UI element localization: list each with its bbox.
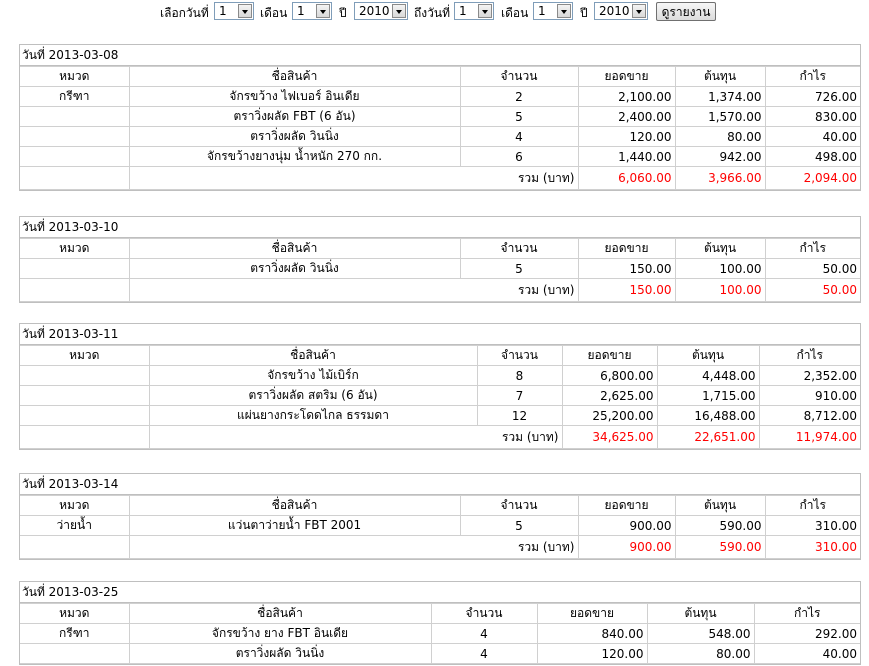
cell-profit: 830.00 — [765, 107, 860, 127]
column-header-profit: กำไร — [765, 67, 860, 87]
cell-profit: 8,712.00 — [759, 406, 860, 426]
cell-category — [20, 127, 129, 147]
total-cost: 100.00 — [675, 279, 765, 302]
table-row — [20, 644, 860, 664]
table-row — [20, 127, 860, 147]
day-section — [19, 473, 861, 560]
cell-qty: 5 — [460, 516, 578, 536]
cell-profit: 726.00 — [765, 87, 860, 107]
cell-product: จักรขว้างยางนุ่ม น้ำหนัก 270 กก. — [129, 147, 460, 167]
cell-category — [20, 406, 149, 426]
from-year-value: 2010 — [359, 4, 390, 18]
cell-product: ตราวิ่งผลัด FBT (6 อัน) — [129, 107, 460, 127]
cell-qty: 7 — [477, 386, 562, 406]
cell-product: จักรขว้าง ยาง FBT อินเดีย — [129, 624, 431, 644]
cell-category: กรีฑา — [20, 87, 129, 107]
cell-product: จักรขว้าง ไม้เบิร์ก — [149, 366, 477, 386]
cell-category — [20, 147, 129, 167]
column-header-profit: กำไร — [765, 496, 860, 516]
to-year-value: 2010 — [599, 4, 630, 18]
total-row — [20, 426, 860, 449]
cell-category — [20, 259, 129, 279]
table-row — [20, 259, 860, 279]
cell-qty: 5 — [460, 259, 578, 279]
cell-product: ตราวิ่งผลัด วินนิ่ง — [129, 127, 460, 147]
cell-sales: 1,440.00 — [578, 147, 675, 167]
total-sales: 900.00 — [578, 536, 675, 559]
total-spacer — [20, 536, 129, 559]
day-section — [19, 216, 861, 303]
column-header-cost: ต้นทุน — [675, 239, 765, 259]
column-header-qty: จำนวน — [460, 67, 578, 87]
column-header-product: ชื่อสินค้า — [129, 604, 431, 624]
to-day-select[interactable] — [454, 2, 494, 20]
cell-qty: 2 — [460, 87, 578, 107]
total-cost: 3,966.00 — [675, 167, 765, 190]
cell-profit: 292.00 — [754, 624, 860, 644]
cell-cost: 590.00 — [675, 516, 765, 536]
column-header-sales: ยอดขาย — [578, 496, 675, 516]
column-header-cost: ต้นทุน — [675, 67, 765, 87]
date-range-filter — [0, 1, 869, 21]
day-section — [19, 323, 861, 450]
column-header-sales: ยอดขาย — [537, 604, 647, 624]
from-month-select[interactable] — [292, 2, 332, 20]
column-header-cost: ต้นทุน — [647, 604, 754, 624]
to-year-select[interactable] — [594, 2, 648, 20]
cell-sales: 25,200.00 — [562, 406, 657, 426]
table-row — [20, 147, 860, 167]
cell-cost: 1,570.00 — [675, 107, 765, 127]
sales-table — [20, 495, 860, 559]
total-profit: 2,094.00 — [765, 167, 860, 190]
cell-cost: 1,715.00 — [657, 386, 759, 406]
cell-sales: 900.00 — [578, 516, 675, 536]
column-header-profit: กำไร — [754, 604, 860, 624]
table-header-row — [20, 604, 860, 624]
from-day-select[interactable] — [214, 2, 254, 20]
cell-profit: 2,352.00 — [759, 366, 860, 386]
cell-qty: 6 — [460, 147, 578, 167]
day-date-heading: วันที่ 2013-03-08 — [20, 45, 860, 66]
sales-table — [20, 345, 860, 449]
cell-sales: 2,625.00 — [562, 386, 657, 406]
from-year-select[interactable] — [354, 2, 408, 20]
column-header-qty: จำนวน — [460, 496, 578, 516]
chevron-down-icon — [478, 4, 492, 18]
chevron-down-icon — [557, 4, 571, 18]
cell-cost: 100.00 — [675, 259, 765, 279]
cell-qty: 4 — [460, 127, 578, 147]
table-header-row — [20, 496, 860, 516]
chevron-down-icon — [238, 4, 252, 18]
column-header-product: ชื่อสินค้า — [129, 239, 460, 259]
total-label: รวม (บาท) — [129, 167, 578, 190]
to-month-label: เดือน — [501, 6, 529, 20]
sales-table — [20, 238, 860, 302]
day-date-heading: วันที่ 2013-03-10 — [20, 217, 860, 238]
to-year-label: ปี — [580, 6, 588, 20]
cell-qty: 4 — [431, 624, 537, 644]
from-day-value: 1 — [219, 4, 227, 18]
total-spacer — [20, 279, 129, 302]
column-header-sales: ยอดขาย — [562, 346, 657, 366]
column-header-category: หมวด — [20, 346, 149, 366]
cell-sales: 120.00 — [578, 127, 675, 147]
cell-sales: 6,800.00 — [562, 366, 657, 386]
cell-sales: 150.00 — [578, 259, 675, 279]
cell-product: จักรขว้าง ไฟเบอร์ อินเดีย — [129, 87, 460, 107]
total-row — [20, 167, 860, 190]
day-date-heading: วันที่ 2013-03-11 — [20, 324, 860, 345]
cell-category — [20, 107, 129, 127]
column-header-category: หมวด — [20, 67, 129, 87]
total-sales: 6,060.00 — [578, 167, 675, 190]
cell-category — [20, 366, 149, 386]
total-row — [20, 536, 860, 559]
cell-sales: 2,400.00 — [578, 107, 675, 127]
to-day-value: 1 — [459, 4, 467, 18]
column-header-product: ชื่อสินค้า — [149, 346, 477, 366]
total-cost: 22,651.00 — [657, 426, 759, 449]
cell-product: ตราวิ่งผลัด วินนิ่ง — [129, 259, 460, 279]
column-header-category: หมวด — [20, 604, 129, 624]
cell-profit: 498.00 — [765, 147, 860, 167]
total-sales: 150.00 — [578, 279, 675, 302]
cell-profit: 50.00 — [765, 259, 860, 279]
cell-cost: 548.00 — [647, 624, 754, 644]
column-header-sales: ยอดขาย — [578, 67, 675, 87]
day-date-heading: วันที่ 2013-03-14 — [20, 474, 860, 495]
total-profit: 310.00 — [765, 536, 860, 559]
total-cost: 590.00 — [675, 536, 765, 559]
sales-table — [20, 66, 860, 190]
cell-sales: 840.00 — [537, 624, 647, 644]
table-row — [20, 366, 860, 386]
total-profit: 50.00 — [765, 279, 860, 302]
cell-cost: 942.00 — [675, 147, 765, 167]
cell-category: กรีฑา — [20, 624, 129, 644]
cell-profit: 910.00 — [759, 386, 860, 406]
cell-profit: 40.00 — [754, 644, 860, 664]
to-month-value: 1 — [538, 4, 546, 18]
table-row — [20, 107, 860, 127]
cell-category — [20, 644, 129, 664]
table-row — [20, 624, 860, 644]
cell-category: ว่ายน้ำ — [20, 516, 129, 536]
from-month-value: 1 — [297, 4, 305, 18]
day-date-heading: วันที่ 2013-03-25 — [20, 582, 860, 603]
cell-cost: 4,448.00 — [657, 366, 759, 386]
from-day-label: เลือกวันที่ — [160, 6, 209, 20]
to-day-label: ถึงวันที่ — [414, 6, 450, 20]
column-header-cost: ต้นทุน — [657, 346, 759, 366]
table-row — [20, 516, 860, 536]
column-header-category: หมวด — [20, 496, 129, 516]
table-row — [20, 386, 860, 406]
cell-product: แผ่นยางกระโดดไกล ธรรมดา — [149, 406, 477, 426]
column-header-product: ชื่อสินค้า — [129, 496, 460, 516]
column-header-qty: จำนวน — [431, 604, 537, 624]
cell-qty: 8 — [477, 366, 562, 386]
view-report-button[interactable]: ดูรายงาน — [656, 2, 716, 21]
column-header-sales: ยอดขาย — [578, 239, 675, 259]
cell-product: ตราวิ่งผลัด วินนิ่ง — [129, 644, 431, 664]
day-section — [19, 44, 861, 191]
table-row — [20, 406, 860, 426]
cell-category — [20, 386, 149, 406]
cell-cost: 80.00 — [647, 644, 754, 664]
table-row — [20, 87, 860, 107]
total-sales: 34,625.00 — [562, 426, 657, 449]
column-header-profit: กำไร — [759, 346, 860, 366]
column-header-qty: จำนวน — [460, 239, 578, 259]
column-header-category: หมวด — [20, 239, 129, 259]
sales-table — [20, 603, 860, 664]
table-header-row — [20, 67, 860, 87]
day-section — [19, 581, 861, 665]
chevron-down-icon — [316, 4, 330, 18]
cell-product: แว่นตาว่ายน้ำ FBT 2001 — [129, 516, 460, 536]
column-header-product: ชื่อสินค้า — [129, 67, 460, 87]
total-profit: 11,974.00 — [759, 426, 860, 449]
from-month-label: เดือน — [260, 6, 288, 20]
cell-cost: 80.00 — [675, 127, 765, 147]
cell-product: ตราวิ่งผลัด สตริม (6 อัน) — [149, 386, 477, 406]
cell-qty: 4 — [431, 644, 537, 664]
table-header-row — [20, 239, 860, 259]
cell-profit: 40.00 — [765, 127, 860, 147]
total-spacer — [20, 426, 149, 449]
cell-sales: 2,100.00 — [578, 87, 675, 107]
total-spacer — [20, 167, 129, 190]
cell-qty: 12 — [477, 406, 562, 426]
column-header-qty: จำนวน — [477, 346, 562, 366]
cell-cost: 16,488.00 — [657, 406, 759, 426]
cell-sales: 120.00 — [537, 644, 647, 664]
column-header-profit: กำไร — [765, 239, 860, 259]
to-month-select[interactable] — [533, 2, 573, 20]
from-year-label: ปี — [339, 6, 347, 20]
total-label: รวม (บาท) — [149, 426, 562, 449]
total-row — [20, 279, 860, 302]
cell-qty: 5 — [460, 107, 578, 127]
column-header-cost: ต้นทุน — [675, 496, 765, 516]
total-label: รวม (บาท) — [129, 536, 578, 559]
cell-profit: 310.00 — [765, 516, 860, 536]
cell-cost: 1,374.00 — [675, 87, 765, 107]
chevron-down-icon — [392, 4, 406, 18]
chevron-down-icon — [632, 4, 646, 18]
table-header-row — [20, 346, 860, 366]
total-label: รวม (บาท) — [129, 279, 578, 302]
